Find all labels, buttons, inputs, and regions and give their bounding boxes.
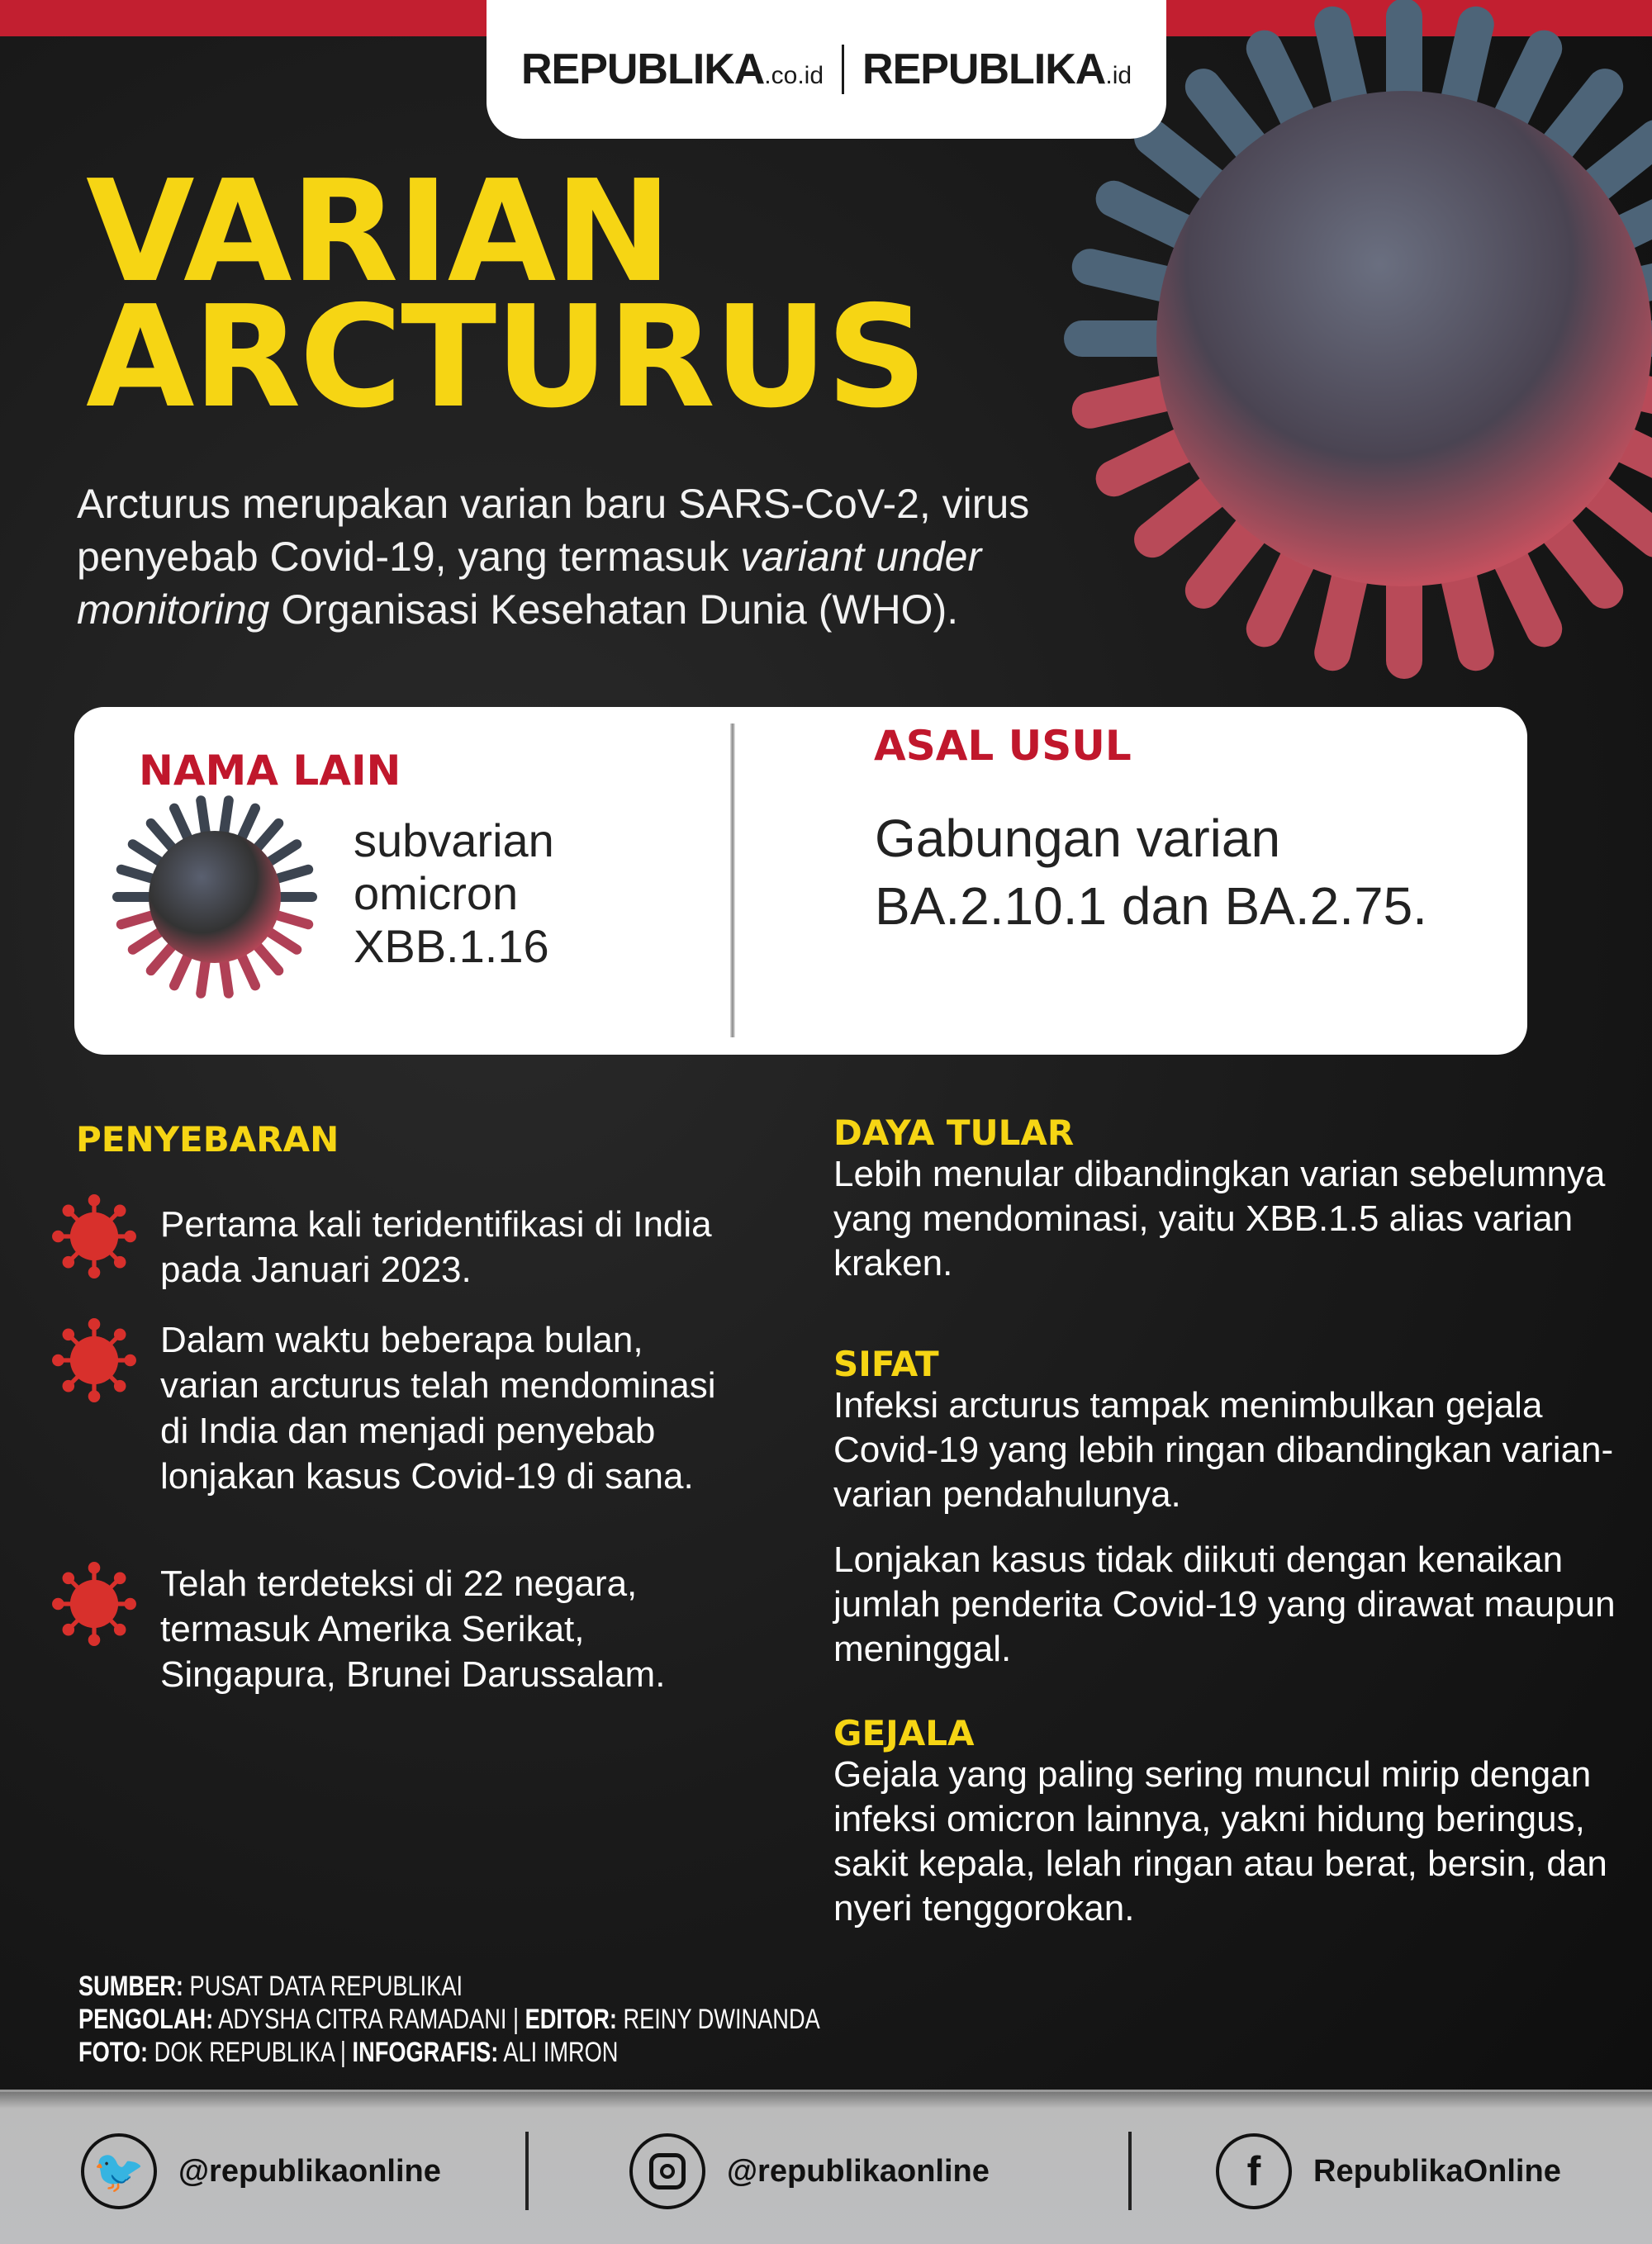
intro-emphasis: variant under monitoring [77, 534, 982, 633]
twitter-handle: @republikaonline [178, 2153, 441, 2189]
sifat-heading: SIFAT [833, 1344, 939, 1384]
penyebaran-item: Telah terdeteksi di 22 negara, termasuk Amerika Serikat, Singapura, Brunei Darussalam. [160, 1563, 666, 1695]
virus-bullet-icon [51, 1317, 137, 1403]
social-footer [0, 2090, 1652, 2244]
infografis-value: ALI IMRON [498, 2037, 619, 2068]
twitter-link[interactable] [81, 2133, 441, 2209]
virus-icon [107, 790, 322, 1004]
instagram-handle: @republikaonline [727, 2153, 990, 2189]
virus-bullet-icon [51, 1193, 137, 1279]
intro-part-1: Arcturus merupakan varian baru SARS-CoV-2, virus penyebab Covid-19, yang termasuk [77, 481, 1030, 580]
logo-suffix-1: .co.id [764, 62, 824, 89]
infografis-label: INFOGRAFIS: [352, 2037, 499, 2068]
nama-lain-value: subvarian omicron XBB.1.16 [354, 814, 554, 972]
asal-usul-heading: ASAL USUL [874, 722, 1132, 770]
sifat-text-2: Lonjakan kasus tidak diikuti dengan kenaikan jumlah penderita Covid-19 yang dirawat maupun meninggal. [833, 1539, 1616, 1669]
editor-label: EDITOR: [525, 2004, 617, 2035]
gejala-text: Gejala yang paling sering muncul mirip dengan infeksi omicron lainnya, yakni hidung beringus, sakit kepala, lelah ringan atau berat, bersin, dan nyeri tenggorokan. [833, 1754, 1607, 1929]
footer-divider [1128, 2132, 1132, 2210]
foto-value: DOK REPUBLIKA | [148, 2037, 353, 2068]
title-line-2: ARCTURUS [86, 276, 926, 439]
page-title [86, 150, 926, 439]
asal-usul-value: Gabungan varian BA.2.10.1 dan BA.2.75. [875, 809, 1427, 936]
penyebaran-item: Dalam waktu beberapa bulan, varian arcturus telah mendominasi di India dan menjadi penyebab lonjakan kasus Covid-19 di sana. [160, 1320, 716, 1497]
intro-text [77, 477, 1118, 636]
intro-part-2: Organisasi Kesehatan Dunia (WHO). [269, 586, 959, 633]
pengolah-label: PENGOLAH: [78, 2004, 214, 2035]
virus-bullet-icon [51, 1561, 137, 1647]
logo-divider [842, 45, 844, 94]
penyebaran-item: Pertama kali teridentifikasi di India pada Januari 2023. [160, 1204, 712, 1290]
instagram-link[interactable] [629, 2133, 990, 2209]
card-divider [730, 723, 735, 1037]
pengolah-value: ADYSHA CITRA RAMADANI | [213, 2004, 525, 2035]
nama-lain-heading: NAMA LAIN [139, 747, 401, 795]
sumber-value: PUSAT DATA REPUBLIKAI [183, 1971, 463, 2002]
info-card [74, 707, 1527, 1055]
facebook-icon: f [1216, 2133, 1292, 2209]
footer-divider [525, 2132, 529, 2210]
logo-brand-1: REPUBLIKA [520, 45, 765, 93]
credits [78, 1970, 820, 2069]
facebook-link[interactable] [1216, 2133, 1561, 2209]
republika-logo [487, 0, 1166, 139]
foto-label: FOTO: [78, 2037, 149, 2068]
gejala-heading: GEJALA [833, 1713, 975, 1753]
editor-value: REINY DWINANDA [616, 2004, 820, 2035]
title-line-1: VARIAN [86, 150, 671, 314]
logo-suffix-2: .id [1105, 62, 1132, 89]
facebook-handle: RepublikaOnline [1313, 2153, 1561, 2189]
logo-brand-2: REPUBLIKA [862, 45, 1106, 93]
daya-tular-text: Lebih menular dibandingkan varian sebelumnya yang mendominasi, yaitu XBB.1.5 alias varian kraken. [833, 1154, 1606, 1283]
twitter-icon: 🐦 [81, 2133, 157, 2209]
sumber-label: SUMBER: [78, 1971, 183, 2002]
penyebaran-heading: PENYEBARAN [76, 1119, 339, 1160]
instagram-icon [629, 2133, 705, 2209]
sifat-text-1: Infeksi arcturus tampak menimbulkan gejala Covid-19 yang lebih ringan dibandingkan varian-varian pendahulunya. [833, 1385, 1614, 1515]
daya-tular-heading: DAYA TULAR [833, 1113, 1075, 1153]
